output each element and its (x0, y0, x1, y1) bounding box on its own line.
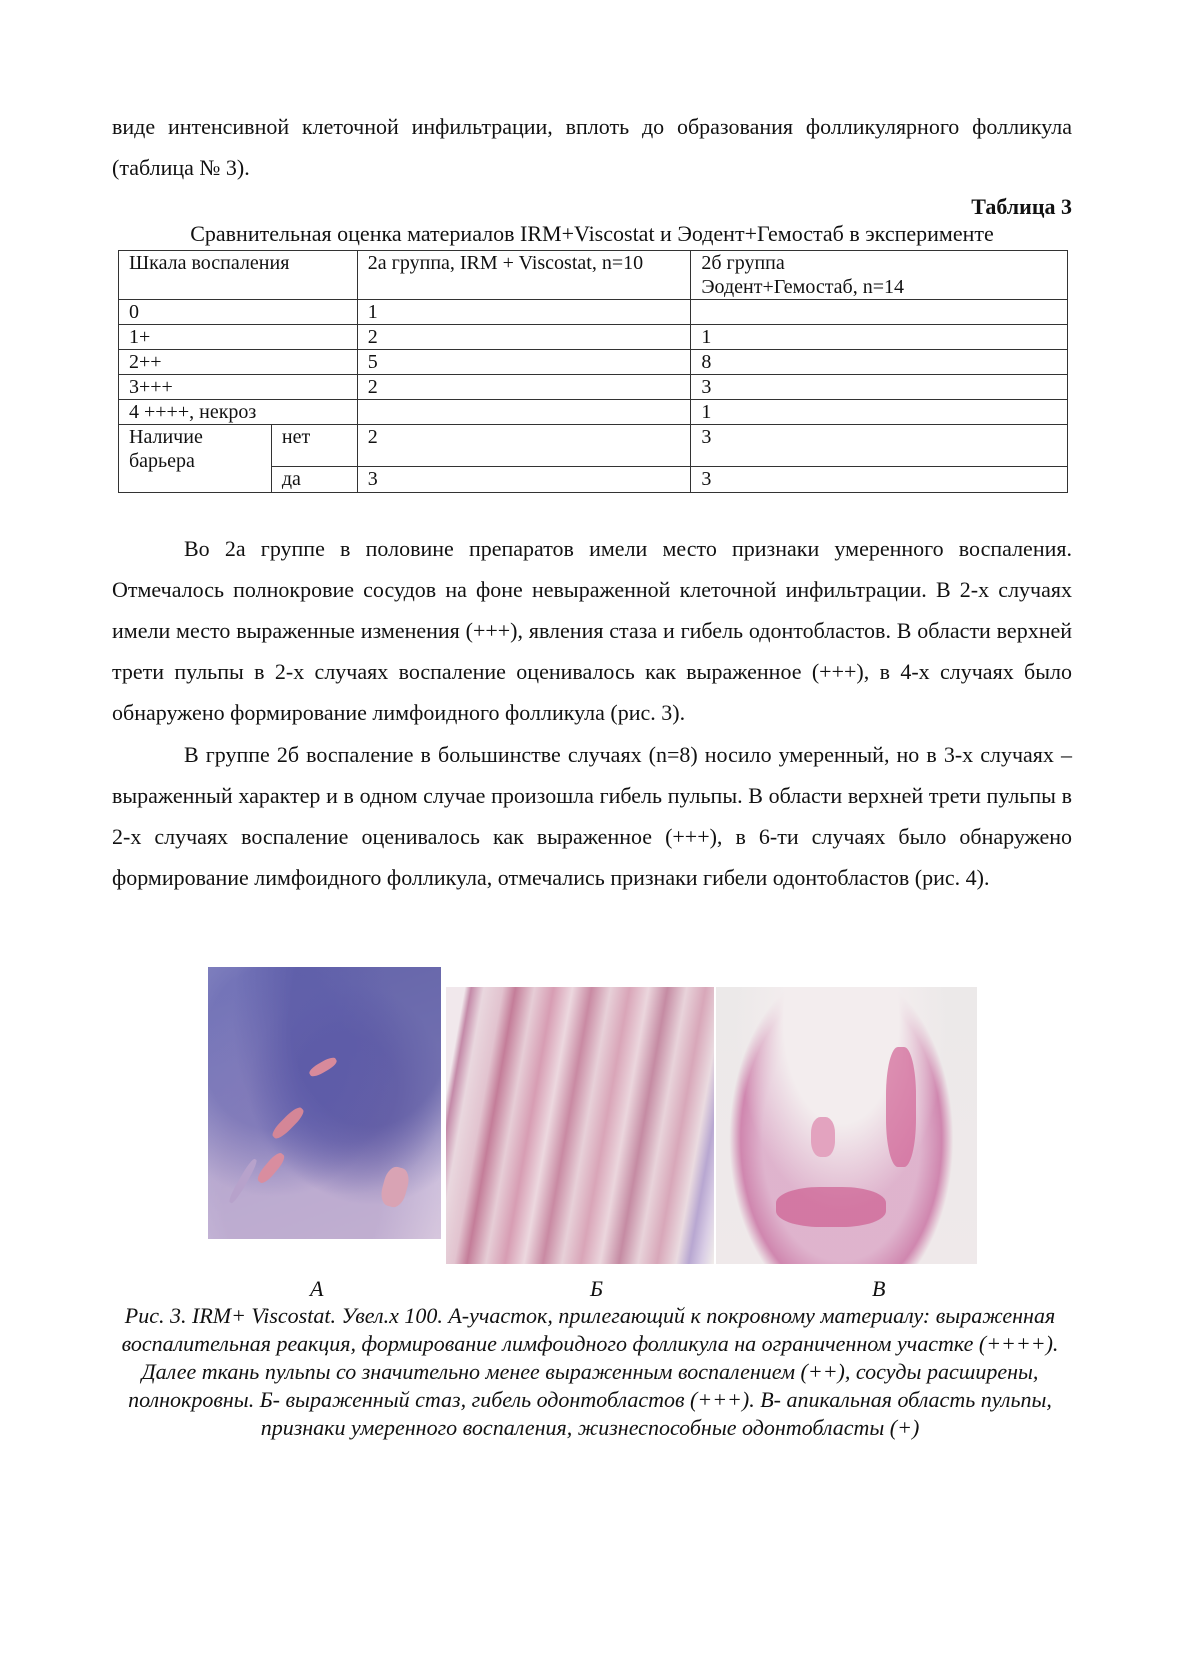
barrier-no-2a: 2 (357, 425, 691, 467)
table-row (119, 400, 1068, 425)
header-group-2b (691, 251, 1068, 300)
row-label: 1+ (119, 325, 358, 350)
row-value-2b (691, 300, 1068, 325)
row-value-2a: 2 (357, 325, 691, 350)
table-row (119, 325, 1068, 350)
table-row (119, 350, 1068, 375)
figure-letter-c: В (872, 1276, 886, 1301)
table-row (119, 300, 1068, 325)
row-label: 3+++ (119, 375, 358, 400)
barrier-label: Наличие барьера (119, 425, 272, 493)
barrier-no-label: нет (271, 425, 357, 467)
paragraph-group-2b: В группе 2б воспаление в большинстве случаях (n=8) носило умеренный, но в 3-х случаях – выраженный характер и в одном случае произошла гибель пульпы. В области верхней трети пульпы в 2-х случаях воспаление оценивалось как выраженное (+++), в 6-ти случаях было обнаружено формирование лимфоидного фолликула, отмечались признаки гибели одонтобластов (рис. 4). (112, 742, 1072, 890)
header-group-2b-line2: Эодент+Гемостаб, n=14 (701, 276, 905, 298)
barrier-yes-label: да (271, 467, 357, 493)
row-value-2a (357, 400, 691, 425)
paragraph-group-2a: Во 2а группе в половине препаратов имели место признаки умеренного воспаления. Отмечалось полнокровие сосудов на фоне невыраженной клеточной инфильтрации. В 2-х случаях имели место выраженные изменения (+++), явления стаза и гибель одонтобластов. В области верхней трети пульпы в 2-х случаях воспаление оценивалось как выраженное (+++), в 4-х случаях было обнаружено формирование лимфоидного фолликула (рис. 3). (112, 536, 1072, 725)
row-label: 2++ (119, 350, 358, 375)
header-group-2b-line1: 2б группа (701, 252, 785, 274)
row-value-2a: 5 (357, 350, 691, 375)
row-label: 0 (119, 300, 358, 325)
barrier-no-2b: 3 (691, 425, 1068, 467)
comparison-table (118, 250, 1068, 493)
row-value-2a: 2 (357, 375, 691, 400)
table-label: Таблица 3 (971, 194, 1072, 219)
figure-caption: Рис. 3. IRM+ Viscostat. Увел.х 100. А-участок, прилегающий к покровному материалу: выраженная воспалительная реакция, формирование лимфоидного фолликула на ограниченном участке (++++). Далее ткань пульпы со значительно менее выраженным воспалением (++), сосуды расширены, полнокровны. Б- выраженный стаз, гибель одонтобластов (+++). В- апикальная область пульпы, признаки умеренного воспаления, жизнеспособные одонтобласты (+) (121, 1303, 1059, 1440)
intro-paragraph: виде интенсивной клеточной инфильтрации, вплоть до образования фолликулярного фолликула (таблица № 3). (112, 114, 1072, 180)
micrograph-b (446, 987, 714, 1264)
header-group-2a: 2а группа, IRM + Viscostat, n=10 (357, 251, 691, 300)
micrograph-c (716, 987, 977, 1264)
barrier-yes-2a: 3 (357, 467, 691, 493)
row-value-2b: 1 (691, 325, 1068, 350)
table-row (119, 375, 1068, 400)
barrier-yes-2b: 3 (691, 467, 1068, 493)
figure-letter-b: Б (590, 1276, 603, 1301)
header-scale: Шкала воспаления (119, 251, 358, 300)
table-header-row (119, 251, 1068, 300)
figure-letter-a: А (310, 1276, 324, 1301)
micrograph-a (208, 967, 441, 1239)
row-value-2a: 1 (357, 300, 691, 325)
row-value-2b: 8 (691, 350, 1068, 375)
table-caption: Сравнительная оценка материалов IRM+Viscostat и Эодент+Гемостаб в эксперименте (190, 221, 994, 246)
row-label: 4 ++++, некроз (119, 400, 358, 425)
row-value-2b: 1 (691, 400, 1068, 425)
row-value-2b: 3 (691, 375, 1068, 400)
table-row-barrier-no (119, 425, 1068, 467)
